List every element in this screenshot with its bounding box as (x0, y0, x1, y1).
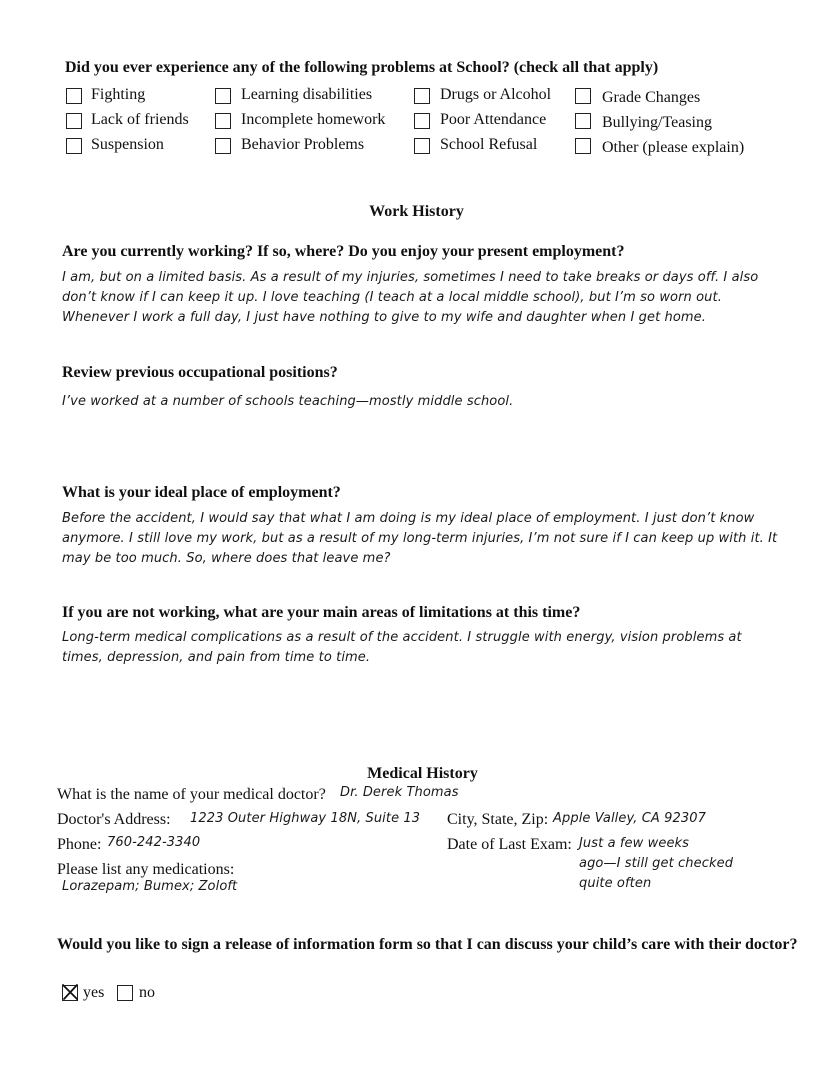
phone-label: Phone: (57, 836, 102, 853)
checkbox-drugs-or-alcohol[interactable] (414, 88, 430, 104)
checkbox-label-fighting: Fighting (91, 86, 146, 103)
medications-label: Please list any medications: (57, 861, 235, 878)
checkbox-lack-of-friends[interactable] (66, 113, 82, 129)
previous-positions-answer: I’ve worked at a number of schools teaching—mostly middle school. (62, 394, 514, 409)
checkbox-label-lack-of-friends: Lack of friends (91, 111, 189, 128)
limitations-question: If you are not working, what are your main areas of limitations at this time? (62, 604, 581, 621)
checkbox-label-learning-disabilities: Learning disabilities (241, 86, 373, 103)
last-exam-label: Date of Last Exam: (447, 836, 572, 853)
checkbox-label-other: Other (please explain) (602, 139, 745, 156)
work-history-heading: Work History (369, 203, 464, 220)
checkbox-label-school-refusal: School Refusal (440, 136, 538, 153)
ideal-employment-question: What is your ideal place of employment? (62, 484, 341, 501)
last-exam-value-line3: quite often (579, 876, 652, 891)
check-x-icon (61, 983, 79, 1001)
checkbox-school-refusal[interactable] (414, 138, 430, 154)
ideal-employment-answer: Before the accident, I would say that what I am doing is my ideal place of employment. I just don’t know anymore. I still love my work, but as a result of my long-term injuries, I’m not sure if I can keep up with it. It may be too much. So, where does that leave me? (62, 511, 778, 566)
checkbox-label-grade-changes: Grade Changes (602, 89, 701, 106)
checkbox-label-suspension: Suspension (91, 136, 164, 153)
school-problems-question: Did you ever experience any of the following problems at School? (check all that apply) (65, 59, 659, 76)
currently-working-question: Are you currently working? If so, where? Do you enjoy your present employment? (62, 243, 625, 260)
currently-working-answer: I am, but on a limited basis. As a result of my injuries, sometimes I need to take breaks or days off. I also don’t know if I can keep it up. I love teaching (I teach at a local middle school), but I’m so worn out. Whenever I work a full day, I just have nothing to give to my wife and daughter when I get home. (62, 270, 759, 325)
medical-doctor-label: What is the name of your medical doctor? (57, 786, 326, 803)
checkbox-learning-disabilities[interactable] (215, 88, 231, 104)
release-no-label: no (139, 984, 155, 1001)
phone-value: 760-242-3340 (107, 835, 201, 850)
release-yes-checkbox[interactable] (62, 985, 78, 1001)
city-state-zip-label: City, State, Zip: (447, 811, 549, 828)
previous-positions-question: Review previous occupational positions? (62, 364, 338, 381)
checkbox-other[interactable] (575, 138, 591, 154)
limitations-answer: Long-term medical complications as a result of the accident. I struggle with energy, vision problems at times, depression, and pain from time to time. (62, 630, 742, 665)
medical-doctor-value: Dr. Derek Thomas (340, 785, 459, 800)
checkbox-label-drugs-or-alcohol: Drugs or Alcohol (440, 86, 552, 103)
doctor-address-label: Doctor's Address: (57, 811, 171, 828)
checkbox-suspension[interactable] (66, 138, 82, 154)
checkbox-poor-attendance[interactable] (414, 113, 430, 129)
checkbox-incomplete-homework[interactable] (215, 113, 231, 129)
release-yes-label: yes (83, 984, 105, 1001)
checkbox-label-incomplete-homework: Incomplete homework (241, 111, 386, 128)
checkbox-fighting[interactable] (66, 88, 82, 104)
medical-history-heading: Medical History (367, 765, 478, 782)
release-no-checkbox[interactable] (117, 985, 133, 1001)
checkbox-grade-changes[interactable] (575, 88, 591, 104)
checkbox-behavior-problems[interactable] (215, 138, 231, 154)
checkbox-label-bullying-teasing: Bullying/Teasing (602, 114, 712, 131)
last-exam-value-line2: ago—I still get checked (579, 856, 734, 871)
checkbox-bullying-teasing[interactable] (575, 113, 591, 129)
checkbox-label-poor-attendance: Poor Attendance (440, 111, 547, 128)
city-state-zip-value: Apple Valley, CA 92307 (553, 811, 706, 826)
checkbox-label-behavior-problems: Behavior Problems (241, 136, 365, 153)
medications-value: Lorazepam; Bumex; Zoloft (62, 879, 238, 894)
release-question: Would you like to sign a release of information form so that I can discuss your child’s care with their doctor? (57, 936, 798, 953)
last-exam-value-line1: Just a few weeks (579, 836, 690, 851)
doctor-address-value: 1223 Outer Highway 18N, Suite 13 (190, 811, 421, 826)
